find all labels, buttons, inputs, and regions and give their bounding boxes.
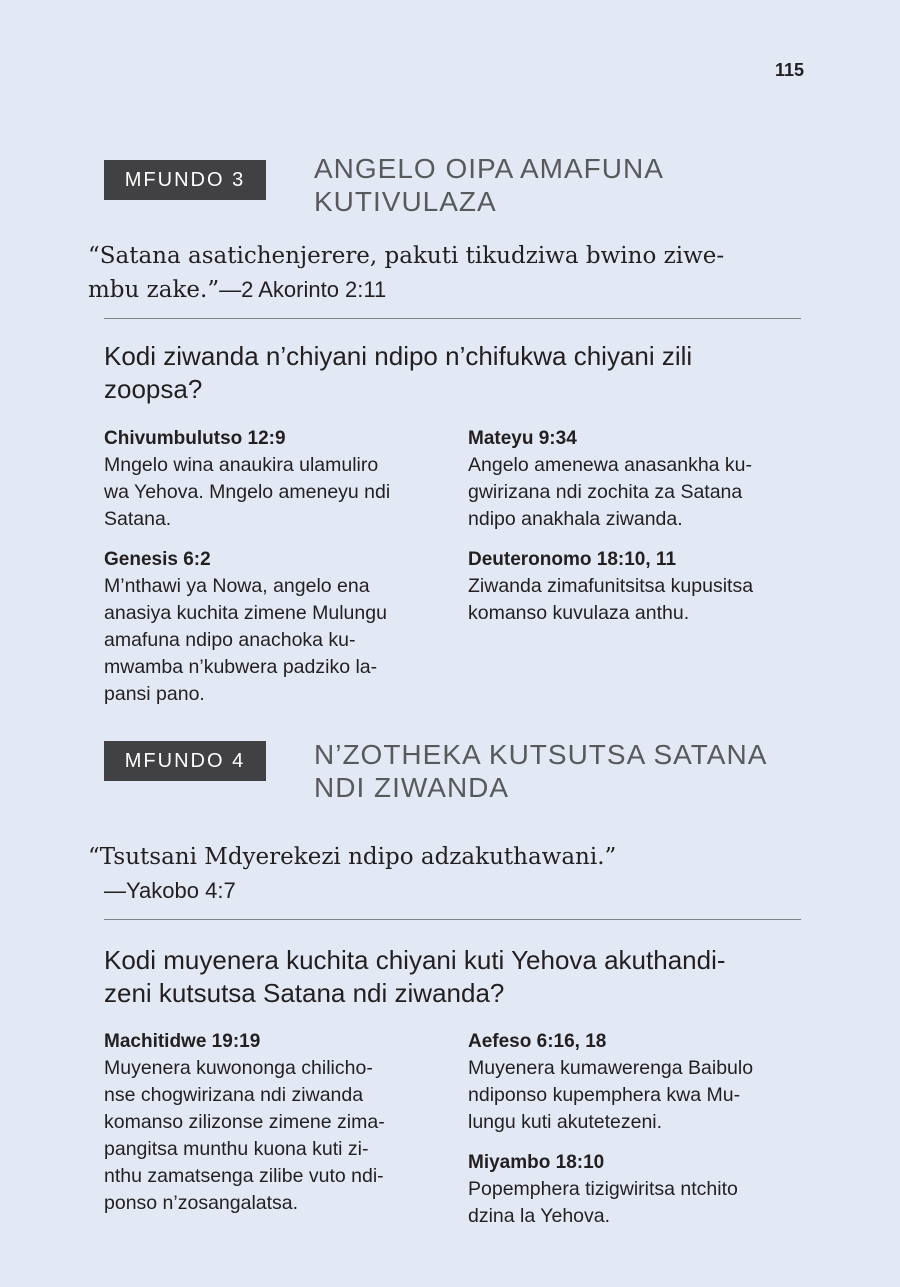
scripture-quote: “Satana asatichenjerere, pakuti tikudziwa bwino ziwe- mbu zake.”—2 Akorinto 2:11	[88, 243, 725, 303]
reference-heading: Miyambo 18:10	[468, 1152, 605, 1173]
discussion-question: Kodi ziwanda n’chiyani ndipo n’chifukwa chiyani zili zoopsa?	[104, 341, 693, 404]
point-badge: MFUNDO 4	[104, 741, 266, 781]
left-reference-column	[104, 426, 444, 722]
reference-text: Popemphera tizigwiritsa ntchito dzina la Yehova.	[468, 1178, 738, 1227]
reference-heading: Mateyu 9:34	[468, 428, 577, 449]
scripture-reference	[104, 426, 444, 533]
reference-text: Mngelo wina anaukira ulamuliro wa Yehova. Mngelo ameneyu ndi Satana.	[104, 454, 391, 530]
reference-text: Angelo amenewa anasankha ku- gwirizana ndi zochita za Satana ndipo anakhala ziwanda.	[468, 454, 753, 530]
reference-heading: Aefeso 6:16, 18	[468, 1031, 607, 1052]
scripture-reference	[468, 1150, 808, 1230]
scripture-reference	[468, 1029, 808, 1136]
divider	[104, 919, 801, 920]
scripture-reference	[104, 1029, 444, 1217]
scripture-reference	[104, 547, 444, 708]
reference-heading: Deuteronomo 18:10, 11	[468, 549, 677, 570]
point-badge: MFUNDO 3	[104, 160, 266, 200]
right-reference-column	[468, 1029, 808, 1244]
reference-text: Muyenera kumawerenga Baibulo ndiponso kupemphera kwa Mu- lungu kuti akutetezeni.	[468, 1057, 754, 1133]
reference-heading: Machitidwe 19:19	[104, 1031, 261, 1052]
point-title: ANGELO OIPA AMAFUNA KUTIVULAZA	[314, 153, 664, 217]
reference-text: Muyenera kuwononga chilicho- nse chogwirizana ndi ziwanda komanso zilizonse zimene zima- pangitsa munthu kuona kuti zi- nthu zamatsenga zilibe vuto ndi- ponso n’zosangalatsa.	[104, 1057, 385, 1214]
reference-text: M’nthawi ya Nowa, angelo ena anasiya kuchita zimene Mulungu amafuna ndipo anachoka ku- mwamba n’kubwera padziko la- pansi pano.	[104, 575, 387, 705]
scripture-reference	[468, 426, 808, 533]
reference-heading: Genesis 6:2	[104, 549, 211, 570]
reference-heading: Chivumbulutso 12:9	[104, 428, 286, 449]
discussion-question: Kodi muyenera kuchita chiyani kuti Yehova akuthandi- zeni kutsutsa Satana ndi ziwanda?	[104, 945, 726, 1008]
scripture-reference	[468, 547, 808, 627]
scripture-quote: “Tsutsani Mdyerekezi ndipo adzakuthawani.” —Yakobo 4:7	[88, 844, 617, 903]
scripture-citation: —Yakobo 4:7	[104, 878, 236, 903]
left-reference-column	[104, 1029, 444, 1231]
point-title: N’ZOTHEKA KUTSUTSA SATANA NDI ZIWANDA	[314, 739, 768, 803]
scripture-citation: —2 Akorinto 2:11	[219, 277, 387, 302]
right-reference-column	[468, 426, 808, 641]
divider	[104, 318, 801, 319]
reference-text: Ziwanda zimafunitsitsa kupusitsa komanso kuvulaza anthu.	[468, 575, 754, 624]
page-number: 115	[774, 60, 804, 80]
